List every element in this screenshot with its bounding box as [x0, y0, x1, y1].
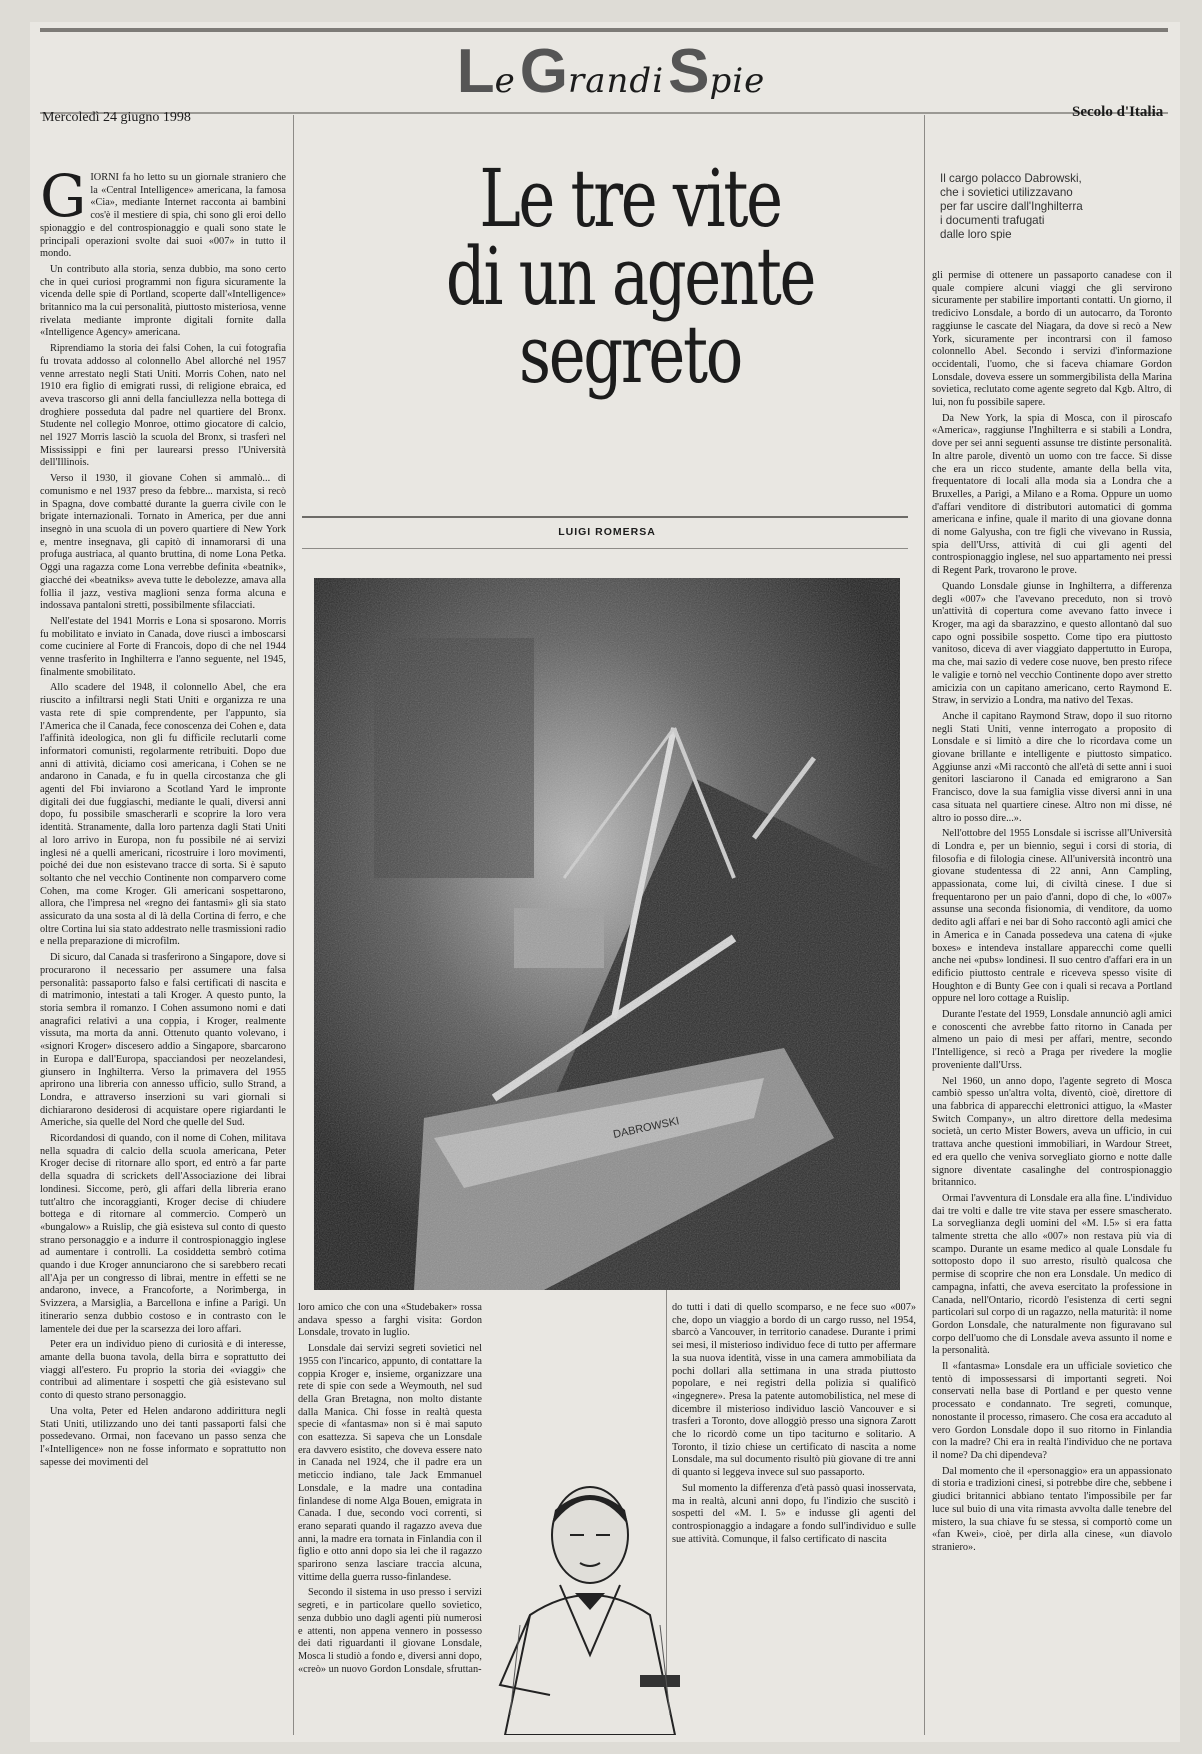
paragraph: Secondo il sistema in uso presso i servizi segreti, e in particolare quello sovietico, senza dubbio uno dagli agenti più numerosi e attenti, non appena vennero in possesso dei dati riguardanti il giovane Lonsdale, Mosca li studiò a fondo e, diversi anni dopo, «creò» un nuovo Gordon Lonsdale, sfruttan-: [298, 1587, 482, 1675]
paragraph: Anche il capitano Raymond Straw, dopo il suo ritorno negli Stati Uniti, venne interrogato a proposito di Lonsdale e si limitò a dire che lo ricordava come un giovane brillante e intelligente e piuttosto simpatico. Aggiunse anzi «Mi raccontò che all'età di sette anni i suoi genitori lasciarono il Canada ed emigrarono a San Francisco, dove la sua famiglia visse diversi anni in una casa situata nel quartiere cinese. Altro non mi disse, né altro io posso dire...».: [932, 710, 1172, 824]
masthead-word-e: e: [494, 61, 516, 101]
top-rule: [40, 28, 1168, 32]
paragraph: Allo scadere del 1948, il colonnello Abel, che era riuscito a infiltrarsi negli Stati Uniti e organizza re una vasta rete di spie comprendente, per l'appunto, sia l'America che il Canada, fece conoscenza dei Cohen e, data l'affinità ideologica, non gli fu difficile reclutarli come informatori comunisti, regolarmente retribuiti. Dopo due anni di attività, diciamo così americana, i Cohen se ne andarono in Canada, e fu in quella circostanza che gli agenti del Fbi inviarono a Scotland Yard le impronte digitali dei due fuggiaschi, mediante le quali, diversi anni dopo, fu possibile smascherarli e scoprire la loro vera identità. Stranamente, dalla loro partenza dagli Stati Uniti al loro arrivo in Europa, non fu possibile né ai servizi inglesi né a quelli americani, ricostruire i loro movimenti, poiché dei due non esistevano tracce di sorta. Si è saputo soltanto che nel vecchio Continente non comparvero come Cohen, ma come Kroger. Gli americani sospettarono, allora, che l'impresa nel «regno dei fantasmi» gli sia stato assicurato da una sosta al di là della Cortina di ferro, e che oltre Cortina lui sia stato addestrato nelle trasmissioni radio e nella preparazione di microfilm.: [40, 682, 286, 948]
agent-sketch-illustration: [490, 1475, 690, 1735]
byline: LUIGI ROMERSA: [558, 526, 656, 538]
paragraph: Nell'ottobre del 1955 Lonsdale si iscrisse all'Università di Londra e, per un biennio, seguì i corsi di storia, di filosofia e di filologia cinese. All'università incontrò una giovane studentessa di 22 anni, Ann Campling, appassionata, come lui, di civiltà cinese. I due si frequentarono per un paio d'anni, dopo di che, lo «007» assunse una seconda fisionomia, di venditore, da uomo dedito agli affari e nei bar di Soho raccontò agli amici che in America e in Canada possedeva una catena di «juke boxes» e intendeva installare apparecchi come quelli anche nei «pubs» londinesi. Il suo centro d'affari era in un edificio piuttosto centrale e riceveva spesso visite di Houghton e di Bunty Gee con i quali si recava a Portland oppure nel loro cottage a Ruislip.: [932, 828, 1172, 1005]
paragraph: do tutti i dati di quello scomparso, e ne fece suo «007» che, dopo un viaggio a bordo di un cargo russo, nel 1954, sbarcò a Vancouver, in territorio canadese. Durante i primi sei mesi, il misterioso individuo fece di tutto per affermare la sua nuova identità, visse in una camera ammobiliata da pochi dollari alla settimana in una strada piuttosto popolare, e nei registri della polizia si qualificò «ingegnere». Presa la patente automobilistica, nel mese di dicembre il misterioso individuo lasciò Vancouver e si trasferì a Toronto, dove alloggiò presso una signora Zarott che lo ricordò come un tipo taciturno e solitario. A Toronto, il tizio chiese un certificato di nascita a nome Lonsdale, ma sul documento risultò più giovane di tre anni di quanto si leggeva invece sul suo passaporto.: [672, 1302, 916, 1479]
column-divider: [924, 115, 925, 1735]
paragraph: Verso il 1930, il giovane Cohen si ammalò... di comunismo e nel 1937 preso da febbre... marxista, si recò in Spagna, dove combatté durante la guerra civile con le brigate internazionali. Tornato in America, per due anni insegnò in una scuola di un povero quartiere di New York e, mentre insegnava, gli capitò di innamorarsi di una profuga austriaca, al quanto bruttina, di nome Lona Petka. Oggi una ragazza come Lona verrebbe definita «beatnik», giacché dei «beatniks» aveva tutte le debolezze, amava alla follia il jazz, vestiva maglioni senza forma alcuna e indossava pantaloni stretti, possibilmente sfilacciati.: [40, 473, 286, 612]
article-column-3: [672, 1302, 916, 1732]
masthead-letter-g: G: [519, 37, 569, 106]
lead-paragraph: IORNI fa ho letto su un giornale straniero che la «Central Intelligence» americana, la famosa «Cia», mediante Internet racconta ai bambini cos'è il mestiere di spia, chi sono gli eroi dello spionaggio e del controspionaggio e quali sono state le principali operazioni svolte dai suoi «007» in tutto il mondo.: [40, 172, 286, 260]
headline-line: di un agente: [445, 230, 815, 323]
column-divider: [293, 115, 294, 1735]
paragraph: Dal momento che il «personaggio» era un appassionato di storia e tradizioni cinesi, si potrebbe dire che, sebbene i giudici britannici abbiano tentato l'impossibile per far luce sul buio di una vita rimasta avvolta dalle tenebre del mistero, la sua chiave fu se stessa, si comportò come un «fan Kwei», cioè, per dirla alla cinese, «un diavolo straniero».: [932, 1465, 1172, 1553]
masthead-word-randi: randi: [568, 61, 665, 101]
article-column-4: [932, 270, 1172, 1732]
paragraph: Lonsdale dai servizi segreti sovietici nel 1955 con l'incarico, appunto, di contattare la coppia Kroger e, insieme, organizzare una rete di spie con sede a Weymouth, nel sud della Gran Bretagna, non molto distante dalla Manica. Chi fosse in realtà questa specie di «fantasma» non si è mai saputo con esattezza. Si sapeva che un Lonsdale era davvero esistito, che doveva essere nato in Canada nel 1924, che il padre era un meticcio indiano, tale Jack Emmanuel Lonsdale, e la madre una contadina finlandese di nome Alga Bouen, emigrata in Canada. I due, secondo voci correnti, si erano separati quando il ragazzo aveva due anni, la madre era tornata in Finlandia con il figlio e otto anni dopo sia lei che il ragazzo sparirono senza lasciare traccia alcuna, vittime della guerra russo-finlandese.: [298, 1343, 482, 1583]
paragraph: loro amico che con una «Studebaker» rossa andava spesso a farghi visita: Gordon Lonsdale, trovato in luglio.: [298, 1302, 482, 1339]
photo-caption: [940, 172, 1140, 242]
article-column-2: [298, 1302, 482, 1732]
section-masthead: [300, 36, 922, 114]
paragraph: Ricordandosi di quando, con il nome di Cohen, militava nella squadra di calcio della scuola americana, Peter Kroger decise di ritornare allo sport, ed entrò a far parte della squadra di scrickets dell'Associazione dei librai londinesi. Siccome, però, gli affari della libreria erano tutt'altro che incoraggianti, Kroger decise di chiudere bottega e di ritornare al commercio. Comperò un «bungalow» a Ruislip, che già esisteva sul conto di questo strano personaggio e a indurre il controspionaggio inglese ad aumentare i controlli. La cosiddetta sembrò cotima quando i due Kroger annunciarono che si sarebbero recati all'Aja per un congresso di librai, mentre in effetti se ne andarono, invece, a Francoforte, a Norimberga, in Svizzera, a Marsiglia, a Barcellona e infine a Parigi. Un itinerario senza dubbio costoso e in contrasto con le lamentele dei due per la scarsezza dei loro affari.: [40, 1133, 286, 1335]
caption-line: i documenti trafugati: [940, 214, 1045, 227]
caption-line: dalle loro spie: [940, 228, 1012, 241]
caption-line: che i sovietici utilizzavano: [940, 186, 1073, 199]
paragraph: Riprendiamo la storia dei falsi Cohen, la cui fotografia fu trovata addosso al colonnello Abel allorché nel 1957 venne arrestato negli Stati Uniti. Morris Cohen, nato nel 1910 era figlio di emigrati russi, di religione ebraica, ed aveva trascorso gli anni della fanciullezza nella bottega di droghiere posseduta dal padre nel quartiere del Bronx. Studente nel collegio Monroe, ottimo giocatore di calcio, nel 1927 Morris lasciò la scuola del Bronx, si trasferì nel Mississippi e finì per laurearsi presso l'Università dell'Illinois.: [40, 343, 286, 469]
masthead-letter-l: L: [456, 37, 495, 106]
article-headline: [435, 152, 825, 401]
headline-rule: [302, 516, 908, 518]
paragraph: Nell'estate del 1941 Morris e Lona si sposarono. Morris fu mobilitato e inviato in Canada, dove riuscì a imboscarsi come cuciniere al Forte di Francois, dopo di che nel 1944 venne trasferito in Inghilterra e l'anno seguente, nel 1945, finalmente smobilitato.: [40, 615, 286, 678]
paragraph: Il «fantasma» Lonsdale era un ufficiale sovietico che tentò di impossessarsi di importanti segreti. Noi conservati nella base di Portland e per questo venne processato e condannato. Tre segreti, comunque, nonostante il processo, rimasero. Che cosa era accaduto al vero Gordon Lonsdale dopo il suo ritorno in Finlandia con la madre? Chi era in realtà l'individuo che ne portava il nome? Da chi dipendeva?: [932, 1361, 1172, 1461]
paragraph: Ormai l'avventura di Lonsdale era alla fine. L'individuo dai tre volti e dalle tre vite stava per essere smascherato. La sorveglianza degli uomini del «M. I.5» si era fatta talmente stretta che allo «007» non restava più via di scampo. Durante un esame medico al quale Lonsdale fu sottoposto dopo il suo arresto, risultò qualcosa che permise di scoprire che non era Lonsdale. Un medico di campagna, infatti, che aveva esercitato la professione in Canada, nell'Ontario, ricordò l'esistenza di certi segni particolari sul corpo di un ragazzo, nella maturità: il nome Gordon Lonsdale, che naturalmente non figuravano sul corpo dell'uomo che di Lonsdale aveva assunto il nome e la personalità.: [932, 1192, 1172, 1357]
paragraph: Nel 1960, un anno dopo, l'agente segreto di Mosca cambiò spesso un'altra volta, diventò, cioè, direttore di una fabbrica di apparecchi elettronici attiguo, la «Master Switch Company», un altro direttore della medesima società, un certo Mister Bowers, aveva un ufficio, in cui trattava anche questioni immobiliari, in Wardour Street, ed era quello che veniva sorvegliato giorno e notte dalle signore diventate casalinghe del controspionaggio britannico.: [932, 1075, 1172, 1189]
cargo-ship-photo: [314, 578, 900, 1290]
paragraph: Quando Lonsdale giunse in Inghilterra, a differenza degli «007» che l'avevano preceduto, non si trovò un'attività di copertura come avevano fatto invece i Kroger, ma agì da sbarazzino, e questo allontanò dal suo capo ogni possibile sospetto. Come tipo era piuttosto vanitoso, diceva di aver viaggiato dappertutto in Europa, ma che, mai sazio di vedere cose nuove, ben presto rifece le valigie e tornò nel vecchio Continente dopo aver stretto amicizia con un capitano americano, certo Raymond E. Straw, in servizio a Londra, ma nativo del Texas.: [932, 580, 1172, 707]
paragraph: Durante l'estate del 1959, Lonsdale annunciò agli amici e conoscenti che avrebbe fatto ritorno in Canada per almeno un paio di mesi per affari, mentre, secondo l'Intelligence, si recò a Praga per rivedere la moglie proveniente dall'Urss.: [932, 1009, 1172, 1071]
headline-line: segreto: [519, 308, 741, 401]
headline-line: Le tre vite: [479, 152, 781, 245]
masthead-word-pie: pie: [709, 61, 766, 101]
caption-line: Il cargo polacco Dabrowski,: [940, 172, 1082, 185]
paragraph: Peter era un individuo pieno di curiosità e di interesse, amante della buona tavola, della birra e soprattutto dei viaggi all'estero. Fu proprio la storia dei «viaggi» che contribuì ad alimentare i sospetti che già esistevano sul conto di questo strano personaggio.: [40, 1339, 286, 1402]
drop-cap: G: [40, 172, 87, 230]
paragraph: Da New York, la spia di Mosca, con il piroscafo «America», raggiunse l'Inghilterra e si stabilì a Londra, dove per sei anni seguenti assunse tre distinte personalità. In altre parole, diventò un uomo con tre facce. Si disse che era un ricco studente, amante della bella vita, frequentatore di locali alla moda sia a Londra che a Bruxelles, a Parigi, a Milano e a Roma. Oppure un uomo d'affari venditore di distributori automatici di gomma americana e infine, quale il marito di una giovane donna di nome Galyusha, con tre figli che vivevano in Russia, spia dell'Urss, attività di cui gli agenti del controspionaggio inglese, nel suo appartamento nei pressi di Regent Park, trovarono le prove.: [932, 412, 1172, 577]
paragraph: Un contributo alla storia, senza dubbio, ma sono certo che in quei curiosi programmi non figura sicuramente la vicenda delle spie di Portland, scoperte dall'«Intelligence» britannico ma la cui personalità, piuttosto misteriosa, venne rivelata mediante impronte digitali fornite dalla «Intelligence Agency» americana.: [40, 263, 286, 339]
caption-line: per far uscire dall'Inghilterra: [940, 200, 1083, 213]
issue-date: Mercoledì 24 giugno 1998: [42, 110, 191, 125]
paragraph: Sul momento la differenza d'età passò quasi inosservata, ma in realtà, alcuni anni dopo, fu l'indizio che suscitò i sospetti del «M. I. 5» e indusse gli agenti del controspionaggio a indagare a fondo sull'individuo e sulle sue attività. Comunque, il falso certificato di nascita: [672, 1482, 916, 1545]
paragraph: Una volta, Peter ed Helen andarono addirittura negli Stati Uniti, utilizzando uno dei tanti passaporti falsi che possedevano. Ormai, non facevano un passo senza che l'«Intelligence» non ne fosse informato e soprattutto non sapesse dei movimenti del: [40, 1405, 286, 1468]
masthead-letter-s: S: [668, 37, 710, 106]
newspaper-name: Secolo d'Italia: [1072, 104, 1164, 120]
article-column-1: [40, 172, 286, 1732]
byline-rule: [302, 548, 908, 549]
paragraph: Di sicuro, dal Canada si trasferirono a Singapore, dove si procurarono il necessario per assumere una falsa personalità: passaporto falso e falsi certificati di nascita e di matrimonio, intestati a tali Kroger. A questo punto, la storia sembra il romanzo. I Cohen assumono nomi e dati anagrafici relativi a una coppia, i Kroger, realmente vissuta, ma morta da anni. Ottenuto quanto volevano, i «signori Kroger» discesero addio a Singapore, sbarcarono in Europa e dall'Europa, spacciandosi per neozelandesi, giunsero in Inghilterra. Verso la primavera del 1955 aprirono una libreria con annesso ufficio, sullo Strand, a Londra, e attraverso inserzioni su vari giornali si dichiararono desiderosi di acquistare opere rigiardanti le Americhe, sia quelle del Nord che quelle del Sud.: [40, 952, 286, 1129]
paragraph: gli permise di ottenere un passaporto canadese con il quale compiere alcuni viaggi che gli servirono sicuramente per stabilire importanti contatti. Un giorno, il tredicivo Lonsdale, a bordo di un autocarro, da Toronto raggiunse le cascate del Niagara, da dove si recò a New York, sicuramente per incontrarsi con il famoso colonnello Abel. Secondo i servizi d'informazione occidentali, l'uomo, che si faceva chiamare Gordon Lonsdale, doveva essere un sommergibilista della Marina sovietica, reclutato come agente segreto dal Kgb. Altro, di lui, non fu possibile sapere.: [932, 270, 1172, 409]
